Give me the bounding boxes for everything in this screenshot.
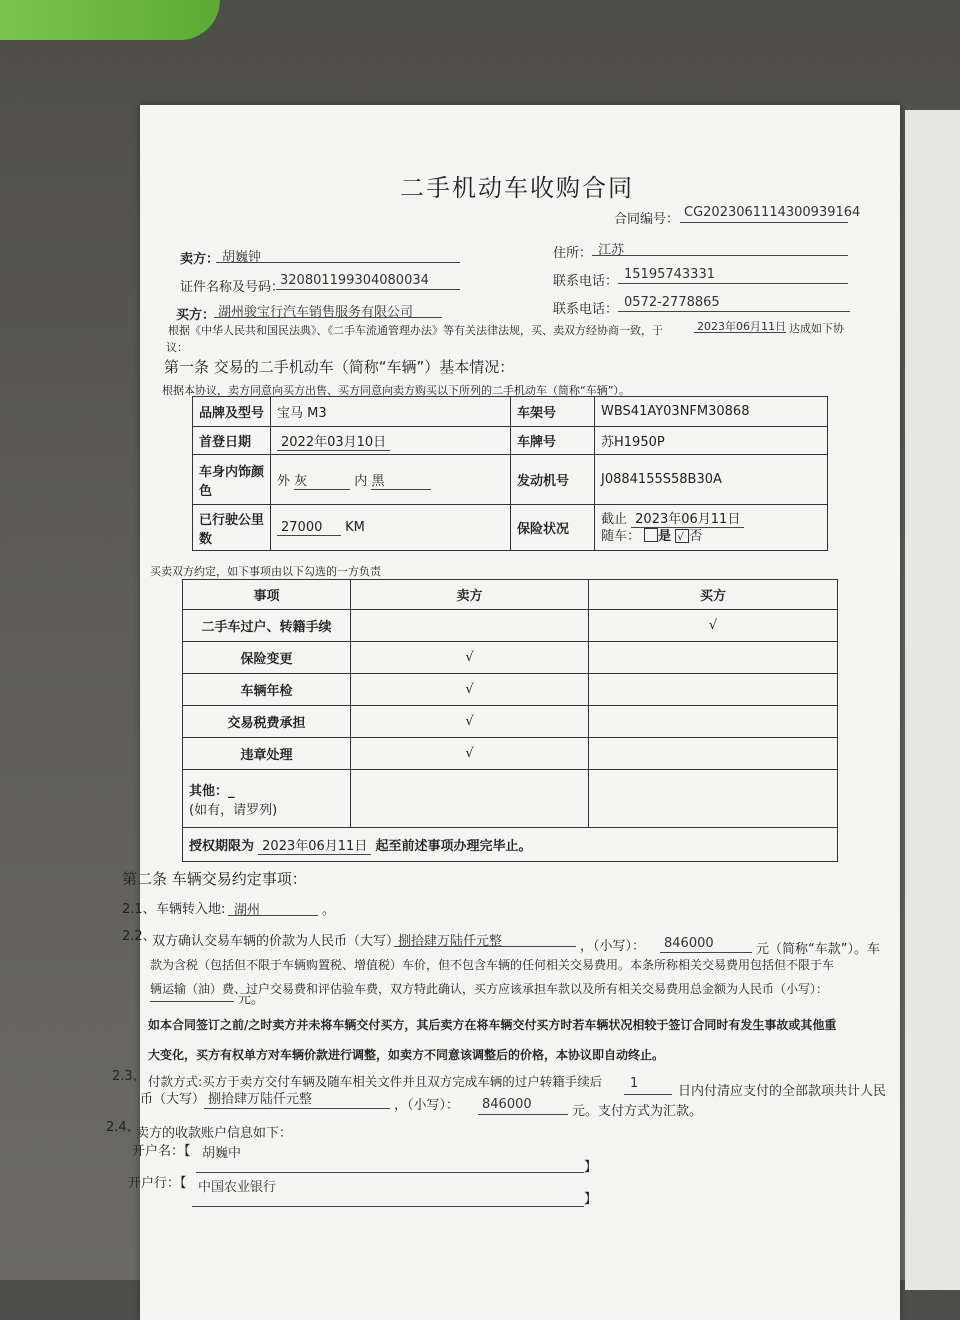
other-label: 其他：_ bbox=[189, 783, 235, 799]
bank-name: 中国农业银行 bbox=[198, 1180, 277, 1195]
duty-buyer-cell: √ bbox=[589, 610, 838, 642]
duty-header-item: 事项 bbox=[183, 580, 351, 610]
underline bbox=[216, 262, 460, 263]
brand-label: 品牌及型号 bbox=[193, 397, 271, 427]
insurance-prefix: 截止 bbox=[601, 511, 628, 527]
interior-prefix: 内 bbox=[354, 473, 368, 489]
plate-label: 车牌号 bbox=[511, 427, 595, 455]
account-holder: 胡巍中 bbox=[202, 1146, 242, 1161]
seller-phone-label: 联系电话： bbox=[553, 274, 619, 289]
buyer-label: 买方： bbox=[176, 308, 216, 323]
no-label: 否 bbox=[689, 528, 703, 544]
underline bbox=[694, 332, 786, 333]
account-holder-close: 】 bbox=[584, 1160, 598, 1175]
duty-buyer-cell bbox=[589, 642, 838, 674]
clause-2-2-line2: 款为含税（包括但不限于车辆购置税、增值税）车价，但不包含车辆的任何相关交易费用。本条所称相关交易费用包括但不限于车 bbox=[150, 958, 835, 972]
clause-2-4-number: 2.4、 bbox=[106, 1120, 140, 1135]
insurance-with-label: 随车： bbox=[601, 528, 641, 544]
clause-2-3-text5: 元。支付方式为汇款。 bbox=[572, 1104, 703, 1119]
duty-table bbox=[182, 579, 838, 862]
clause-2-2-line3: 辆运输（油）费、过户交易费和评估验车费，双方特此确认，买方应该承担车款以及所有相关交易费用总金额为人民币（小写）： bbox=[150, 982, 829, 996]
duty-buyer-cell bbox=[589, 738, 838, 770]
mileage-value: 27000 bbox=[277, 520, 341, 536]
table-row bbox=[183, 642, 838, 674]
table-row bbox=[183, 738, 838, 770]
yes-label: 是 bbox=[658, 528, 672, 544]
clause-2-2-unit: 元（简称“车款”）。车 bbox=[756, 942, 880, 957]
duty-header-buyer: 买方 bbox=[589, 580, 838, 610]
duty-item: 车辆年检 bbox=[183, 674, 351, 706]
underline bbox=[624, 1094, 672, 1095]
clause-2-3-text2: 日内付清应支付的全部款项共计人民 bbox=[678, 1084, 887, 1099]
clause-2-3-text3: 币（大写） bbox=[140, 1092, 206, 1107]
underline bbox=[592, 255, 848, 256]
vehicle-table bbox=[192, 396, 828, 551]
article1-intro: 根据本协议，卖方同意向买方出售、买方同意向卖方购买以下所列的二手机动车（简称“车辆”）。 bbox=[162, 384, 630, 397]
bank-close: 】 bbox=[584, 1192, 598, 1207]
table-row bbox=[183, 610, 838, 642]
duty-item: 保险变更 bbox=[183, 642, 351, 674]
buyer-phone-value: 0572-2778865 bbox=[624, 295, 720, 310]
preamble-text: 根据《中华人民共和国民法典》、《二手车流通管理办法》等有关法律法规，买、卖双方经协商一致，于 bbox=[168, 324, 663, 337]
insurance-label: 保险状况 bbox=[511, 505, 595, 551]
id-label: 证件名称及号码： bbox=[180, 280, 285, 295]
mileage-label-wrap: 数 bbox=[199, 531, 213, 547]
preamble-text-end: 达成如下协 bbox=[789, 322, 844, 335]
plate-value: 苏H1950P bbox=[595, 427, 828, 455]
duty-seller-cell: √ bbox=[351, 642, 589, 674]
interior-color: 黑 bbox=[371, 470, 431, 490]
underline bbox=[660, 952, 752, 953]
clause-2-2-text: 双方确认交易车辆的价款为人民币（大写） bbox=[152, 934, 400, 949]
seller-name: 胡巍钟 bbox=[222, 250, 262, 265]
preamble-text-wrap: 议： bbox=[166, 341, 188, 354]
underline bbox=[192, 1206, 584, 1207]
clause-2-3-number: 2.3、 bbox=[112, 1069, 146, 1084]
underline bbox=[228, 915, 318, 916]
mileage-unit: KM bbox=[345, 519, 365, 535]
auth-suffix: 起至前述事项办理完毕止。 bbox=[375, 839, 532, 854]
duty-seller-cell: √ bbox=[351, 738, 589, 770]
account-holder-label: 开户名：【 bbox=[132, 1144, 191, 1159]
buyer-phone-label: 联系电话： bbox=[553, 302, 619, 317]
address-value: 江苏 bbox=[598, 243, 625, 258]
adjustment-clause: 如本合同签订之前/之时卖方并未将车辆交付买方，其后卖方在将车辆交付买方时若车辆状况相较于签订合同时有发生事故或其他重 bbox=[148, 1018, 837, 1032]
payment-days: 1 bbox=[630, 1076, 639, 1091]
transfer-city: 湖州 bbox=[234, 903, 261, 918]
underline bbox=[196, 1172, 584, 1173]
reg-date-label: 首登日期 bbox=[193, 427, 271, 455]
other-hint: (如有，请罗列) bbox=[189, 802, 278, 818]
underline bbox=[276, 289, 460, 290]
yes-checkbox[interactable] bbox=[644, 528, 658, 542]
mileage-label: 已行驶公里 bbox=[199, 512, 265, 528]
duty-header-seller: 卖方 bbox=[351, 580, 589, 610]
bank-label: 开户行：【 bbox=[128, 1176, 187, 1191]
contract-no-value: CG2023061114300939164 bbox=[684, 205, 861, 220]
color-label-wrap: 色 bbox=[199, 483, 213, 499]
id-value: 320801199304080034 bbox=[280, 273, 429, 288]
color-label: 车身内饰颜 bbox=[199, 464, 265, 480]
duty-buyer-cell bbox=[589, 706, 838, 738]
duty-buyer-cell bbox=[589, 674, 838, 706]
clause-2-2-small-label: ，（小写）： bbox=[580, 939, 646, 954]
underline bbox=[680, 222, 848, 223]
exterior-prefix: 外 bbox=[277, 473, 291, 489]
underline bbox=[478, 1114, 568, 1115]
brand-value: 宝马 M3 bbox=[271, 397, 511, 427]
duty-seller-cell: √ bbox=[351, 706, 589, 738]
engine-label: 发动机号 bbox=[511, 455, 595, 505]
payment-lower: 846000 bbox=[482, 1097, 532, 1112]
reg-date-value: 2022年03月10日 bbox=[277, 435, 390, 451]
underline bbox=[618, 283, 848, 284]
preamble-date: 2023年06月11日 bbox=[697, 320, 786, 333]
buyer-name: 湖州骏宝行汽车销售服务有限公司 bbox=[218, 305, 414, 320]
duty-item: 二手车过户、转籍手续 bbox=[183, 610, 351, 642]
underline bbox=[618, 311, 850, 312]
insurance-date: 2023年06月11日 bbox=[631, 512, 744, 528]
underline bbox=[204, 1108, 390, 1109]
contract-no-label: 合同编号： bbox=[614, 212, 680, 227]
green-object bbox=[0, 0, 220, 40]
clause-2-1-label: 车辆转入地: bbox=[156, 902, 226, 917]
article2-heading: 第二条 车辆交易约定事项： bbox=[122, 870, 307, 888]
underline bbox=[150, 1001, 234, 1002]
duty-item: 违章处理 bbox=[183, 738, 351, 770]
no-checkbox[interactable] bbox=[675, 529, 689, 543]
clause-2-4-text: 卖方的收款账户信息如下： bbox=[136, 1126, 293, 1141]
article1-heading: 第一条 交易的二手机动车（简称“车辆”）基本情况： bbox=[164, 358, 515, 376]
seller-phone-value: 15195743331 bbox=[624, 267, 715, 282]
vin-label: 车架号 bbox=[511, 397, 595, 427]
adjacent-page bbox=[905, 110, 960, 1290]
underline bbox=[394, 946, 576, 947]
auth-label: 授权期限为 bbox=[189, 839, 255, 854]
exterior-color: 灰 bbox=[294, 470, 350, 490]
table-row bbox=[183, 706, 838, 738]
seller-label: 卖方： bbox=[180, 252, 220, 267]
clause-2-1-number: 2.1、 bbox=[122, 902, 156, 917]
duty-item: 交易税费承担 bbox=[183, 706, 351, 738]
vin-value: WBS41AY03NFM30868 bbox=[595, 397, 828, 427]
address-label: 住所： bbox=[553, 246, 593, 261]
price-upper: 捌拾肆万陆仟元整 bbox=[398, 934, 503, 949]
clause-2-1-end: 。 bbox=[322, 903, 336, 918]
page-title: 二手机动车收购合同 bbox=[400, 174, 634, 202]
price-lower: 846000 bbox=[664, 936, 714, 951]
auth-date: 2023年06月11日 bbox=[258, 839, 371, 855]
clause-2-2-line4: 元。 bbox=[238, 992, 265, 1007]
engine-value: J0884155S58B30A bbox=[595, 455, 828, 505]
clause-2-2-number: 2.2、 bbox=[122, 929, 156, 944]
agree-intro: 买卖双方约定，如下事项由以下勾选的一方负责 bbox=[150, 565, 381, 578]
table-row bbox=[183, 674, 838, 706]
payment-upper: 捌拾肆万陆仟元整 bbox=[208, 1092, 313, 1107]
duty-seller-cell bbox=[351, 610, 589, 642]
clause-2-3-text4: ，（小写）： bbox=[394, 1098, 460, 1113]
clause-2-3-text: 付款方式:买方于卖方交付车辆及随车相关文件并且双方完成车辆的过户转籍手续后 bbox=[148, 1074, 603, 1089]
duty-seller-cell: √ bbox=[351, 674, 589, 706]
underline bbox=[214, 317, 442, 318]
adjustment-clause-wrap: 大变化，买方有权单方对车辆价款进行调整，如卖方不同意该调整后的价格，本协议即自动终止。 bbox=[148, 1048, 665, 1062]
